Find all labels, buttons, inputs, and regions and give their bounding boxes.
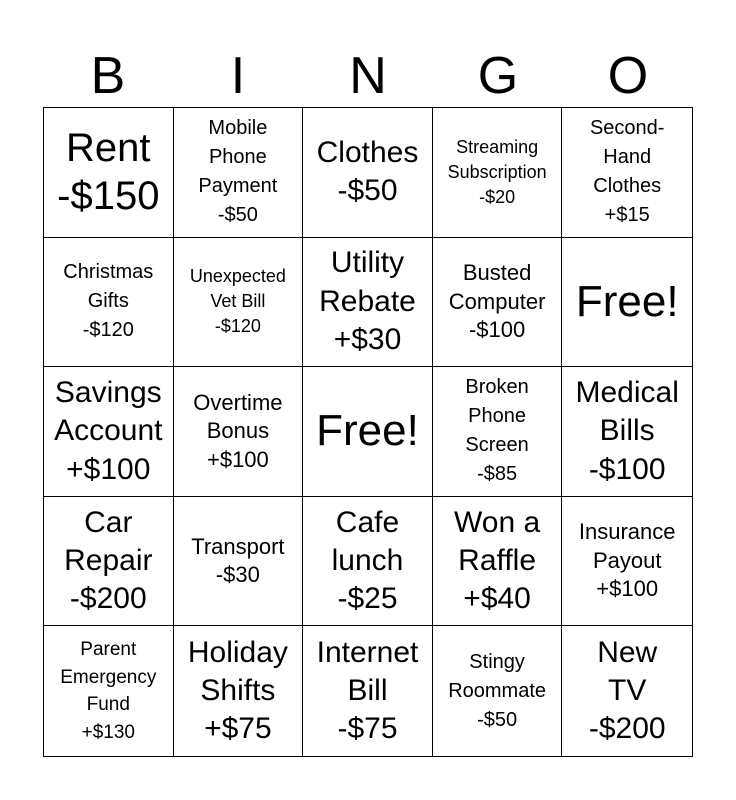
bingo-header [43,48,693,104]
bingo-cell-text: Won a Raffle +$40 [454,505,541,616]
free-space-cell[interactable] [303,367,433,497]
bingo-cell-text: Rent -$150 [57,125,160,219]
bingo-cell-text: Unexpected Vet Bill -$120 [189,266,286,337]
bingo-cell-text: Savings Account +$100 [54,375,163,486]
bingo-cell[interactable] [433,238,563,368]
bingo-cell-text: Second- Hand Clothes +$15 [589,117,665,227]
bingo-cell-text: Transport -$30 [191,533,285,588]
bingo-cell-text: Stingy Roommate -$50 [448,650,546,731]
bingo-cell[interactable] [44,626,174,756]
bingo-cell[interactable] [562,108,692,238]
bingo-cell[interactable] [44,108,174,238]
bingo-cell-text: Insurance Payout +$100 [578,519,676,602]
bingo-cell-text: Mobile Phone Payment -$50 [198,117,278,227]
bingo-cell-text: Free! [316,406,419,456]
header-letter-o: O [607,47,649,105]
bingo-cell[interactable] [303,238,433,368]
header-letter-b: B [90,47,126,105]
bingo-cell-text: Parent Emergency Fund +$130 [60,639,157,743]
header-letter-i: I [230,47,246,105]
bingo-cell-text: Free! [575,276,679,326]
bingo-cell[interactable] [303,497,433,627]
free-space-cell[interactable] [562,238,692,368]
bingo-cell[interactable] [433,626,563,756]
bingo-cell[interactable] [44,497,174,627]
bingo-cell-text: Internet Bill -$75 [316,635,419,746]
bingo-cell[interactable] [174,367,304,497]
bingo-cell[interactable] [562,626,692,756]
bingo-cell-text: Clothes -$50 [316,135,419,208]
bingo-cell-text: New TV -$200 [588,635,666,746]
bingo-cell[interactable] [433,108,563,238]
bingo-board [43,107,693,757]
bingo-cell-text: Utility Rebate +$30 [319,246,416,357]
bingo-cell-text: Cafe lunch -$25 [331,505,404,616]
bingo-cell[interactable] [562,367,692,497]
bingo-cell[interactable] [303,626,433,756]
bingo-cell[interactable] [562,497,692,627]
bingo-cell[interactable] [433,367,563,497]
bingo-cell-text: Car Repair -$200 [64,505,153,616]
bingo-cell-text: Broken Phone Screen -$85 [465,376,529,486]
bingo-cell-text: Holiday Shifts +$75 [187,635,288,746]
bingo-cell[interactable] [174,108,304,238]
header-letter-g: G [477,47,519,105]
bingo-cell[interactable] [44,238,174,368]
bingo-cell[interactable] [174,626,304,756]
header-letter-n: N [349,47,387,105]
bingo-cell[interactable] [44,367,174,497]
bingo-cell-text: Christmas Gifts -$120 [63,261,154,342]
bingo-cell[interactable] [174,238,304,368]
bingo-cell-text: Medical Bills -$100 [575,375,679,486]
bingo-cell[interactable] [303,108,433,238]
bingo-cell-text: Busted Computer -$100 [448,260,546,343]
bingo-cell-text: Streaming Subscription -$20 [447,136,547,207]
bingo-cell-text: Overtime Bonus +$100 [193,389,283,472]
bingo-cell[interactable] [433,497,563,627]
bingo-cell[interactable] [174,497,304,627]
